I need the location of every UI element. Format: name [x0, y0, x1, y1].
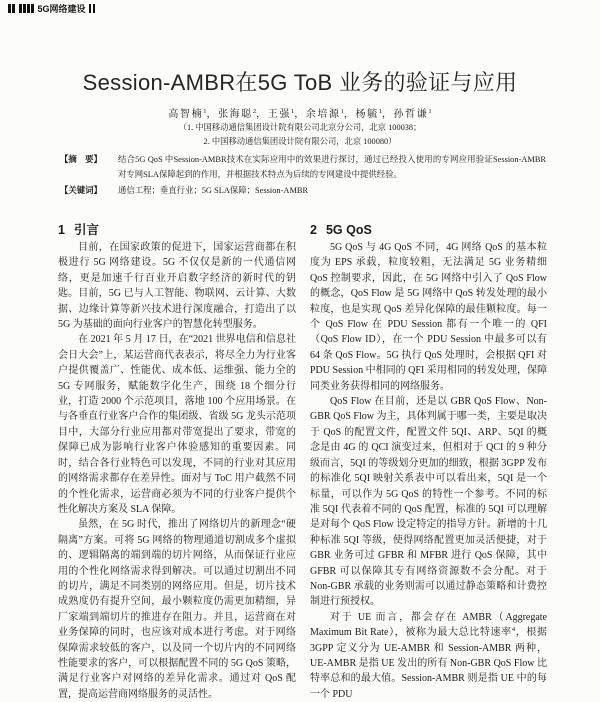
right-column: [310, 221, 547, 700]
author-separator: ，: [206, 109, 219, 120]
body-paragraph: 5G QoS 与 4G QoS 不同，4G 网络 QoS 的基本粒度为 EPS 承载，粒度较粗，无法满足 5G 业务精细 QoS 控制要求，因此，在 5G 网络中引入了 QoS Flow 的概念，QoS Flow 是 5G 网络中 QoS 转发处理的最小粒度，也是实现 QoS 差异化保障的最佳颗粒度。每一个 QoS Flow 在 PDU Session 都有一个唯一的 QFI（QoS Flow ID），在一个 PDU Session 中最多可以有 64 条 QoS Flow。5G 执行 QoS 处理时，会根据 QFI 对 PDU Session 中相同的 QFI 采用相同的转发处理，保障同类业务获得相同的网络服务。: [310, 242, 547, 392]
running-head-bar: [89, 4, 92, 13]
author-separator: ，: [256, 109, 268, 120]
paragraph-text: ，根据 3GPP 定义分为 UE-AMBR 和 Session-AMBR 两种，UE-AMBR 是指 UE 发出的所有 Non-GBR QoS Flow 比特率总和的最大值。Session-AMBR 则是指 UE 中的每一个 PDU: [310, 627, 547, 700]
author-name: 杨毓: [355, 109, 379, 120]
running-head-bar: [23, 4, 26, 13]
author-name: 孙哲谦: [393, 109, 429, 120]
section-title: 引言: [73, 223, 99, 237]
paper-title: Session-AMBR在5G ToB 业务的验证与应用: [82, 70, 518, 95]
author-name: 张海聪: [218, 109, 253, 120]
running-head-section: 5G网络建设: [37, 3, 86, 14]
body-paragraph: 在 2021 年 5 月 17 日，在“2021 世界电信和信息社会日大会”上，某运营商代表表示，将尽全力为行业客户提供覆盖广、性能优、成本低、运维强、能力全的 5G 专网服务，赋能数字化生产，围绕 18 个细分行业，打造 2000 个示范项目，落地 100 个应用场景。在与各垂直行业客户合作的集团级、省级 5G 龙头示范项目中，大部分行业应用都对带宽提出了要求，带宽的保障已成为影响行业客户体验感知的重要因素。同时，结合各行业特色可以发现，不同的行业对其应用的网络需求都存在差异性。面对与 ToC 用户截然不同的个性化需求，运营商必须为不同的行业客户提供个性化解决方案及 SLA 保障。: [58, 334, 296, 515]
author-separator: ，: [343, 109, 356, 120]
keywords: [60, 183, 546, 198]
author-affiliation-mark: 1: [378, 108, 382, 115]
reference-mark: 4: [511, 626, 516, 634]
section-number: 1: [58, 223, 65, 237]
running-head-bar: [31, 4, 34, 13]
running-head-bar: [19, 4, 22, 13]
running-head-bar: [27, 4, 30, 13]
author-affiliation-mark: 1: [203, 108, 207, 115]
section-number: 2: [310, 223, 317, 237]
body-paragraph: 虽然，在 5G 时代，推出了网络切片的新理念“硬隔离”方案。可将 5G 网络的物理通道切割成多个虚拟的、逻辑隔离的端到端的切片网络，从而保证行业应用的个性化网络需求得到解决。可以通过切割出不同的切片，满足不同类别的网络应用。但是，切片技术成熟度仍有提升空间，最小颗粒度仍需更加精细，异厂家端到端切片的推进存在阻力。并且，运营商在对业务保障的同时，也应该对成本进行考虑。对于网络保障需求较低的客户，以及同一个切片内的不同网络性能要求的客户，可以根据配置不同的 5G QoS 策略，满足行业客户对网络的差异化需求。通过对 QoS 配置，提高运营商网络服务的灵活性。: [58, 519, 296, 700]
body-paragraph: 目前，在国家政策的促进下，国家运营商都在积极进行 5G 网络建设。5G 不仅仅是新的一代通信网络，更是加速千行百业开启数字经济的新时代的钥匙。目前，5G 已与人工智能、物联网、云计算、大数据、边缘计算等新兴技术进行深度融合，打造出了以 5G 为基础的面向行业客户的智慧化转型服务。: [58, 242, 296, 331]
affiliation-line: （1. 中国移动通信集团设计院有限公司北京分公司，北京 100038；: [178, 123, 422, 132]
body-paragraph: QoS Flow 在目前，还是以 GBR QoS Flow、Non-GBR QoS Flow 为主，具体判属于哪一类，主要是取决于 QoS 的配置文件，配置文件 5QI、ARP、5QI 的概念是由 4G 的 QCI 演变过来，但相对于 QCI 的 9 种分级而言，5QI 的等级划分更加的细致，根据 3GPP 发布的标准化 5QI 映射关系表中可以看出来，5QI 是一个标量，可以作为 5G QoS 的特性一个参考。不同的标准 5QI 代表着不同的 QoS 配置，标准的 5QI 可以理解是对每个 QoS Flow 设定特定的指导方针。新增的十几种标准 5QI 等级，使得网络配置更加灵活便捷，对于 GBR 业务可过 GFBR 和 MFBR 进行 QoS 保障，其中 GFBR 可以保障其专有网络资源数不会分配。对于 Non-GBR 承载的业务则需可以通过静态策略和计费控制进行预授权。: [310, 396, 547, 608]
abstract-text: 结合5G QoS 中Session-AMBR技术在实际应用中的效果进行探讨，通过已经投入使用的专网应用验证Session-AMBR对专网SLA保障起到的作用，并根据技术特点为后续的专网建设中提供经验。: [118, 155, 546, 179]
section-heading: [310, 221, 547, 240]
running-head-bars-left: [8, 4, 34, 13]
section-heading: [58, 221, 296, 240]
running-head-bar: [12, 4, 15, 13]
affiliation-line: 2. 中国移动通信集团设计院有限公司，北京 100080）: [203, 136, 397, 146]
author-name: 王强: [267, 109, 291, 120]
author-affiliation-mark: 1: [340, 108, 344, 115]
keywords-label: 【关键词】: [60, 186, 102, 195]
body-paragraph: [310, 610, 547, 702]
running-head-bar: [93, 4, 96, 13]
section-title: 5G QoS: [325, 223, 372, 237]
paragraph-text: 对于 UE 而言，都会存在 AMBR（Aggregate Maximum Bit Rate），被称为最大总比特速率: [310, 611, 547, 639]
abstract-label: 【摘 要】: [60, 155, 102, 164]
abstract: [60, 152, 546, 182]
author-separator: ，: [381, 109, 394, 120]
author-list: [0, 105, 600, 120]
running-head-bars-right: [89, 4, 96, 13]
author-separator: ，: [294, 109, 306, 120]
running-head: [8, 2, 95, 14]
keywords-text: 通信工程；垂直行业；5G SLA保障；Session-AMBR: [118, 186, 309, 195]
author-affiliation-mark: 2: [252, 108, 257, 115]
author-affiliation-mark: 1: [290, 108, 295, 115]
affiliations: [0, 121, 600, 148]
running-head-bar: [8, 4, 11, 13]
left-column: [58, 221, 296, 700]
author-name: 高智楠: [168, 109, 204, 120]
author-name: 余培源: [305, 109, 341, 120]
author-affiliation-mark: 1: [428, 108, 432, 115]
